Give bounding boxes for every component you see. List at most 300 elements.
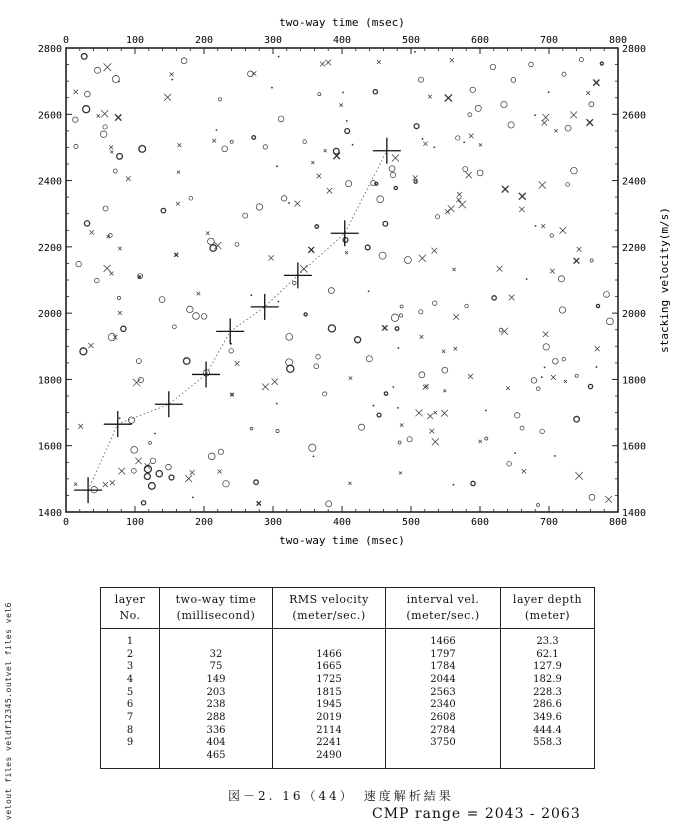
x-tick-label-bottom: 0 (62, 517, 70, 528)
semblance-circle (112, 76, 119, 83)
semblance-circle (537, 503, 540, 506)
semblance-dot (276, 403, 278, 405)
semblance-circle (117, 153, 123, 159)
semblance-cross (177, 143, 181, 147)
semblance-circle (562, 72, 566, 76)
semblance-circle (80, 348, 87, 355)
semblance-circle (470, 87, 475, 92)
semblance-cross (212, 139, 216, 143)
semblance-dot (554, 455, 556, 457)
semblance-circle (235, 242, 239, 246)
x-tick-label-bottom: 100 (125, 517, 145, 528)
semblance-cross (457, 192, 462, 197)
semblance-circle (492, 296, 496, 300)
semblance-circle (463, 167, 468, 172)
axis-ticks (38, 35, 646, 528)
semblance-cross (206, 231, 210, 235)
velocity-pick-cross (192, 361, 220, 387)
x-tick-label-bottom: 500 (401, 517, 421, 528)
semblance-circle (419, 310, 423, 314)
semblance-dot (526, 278, 528, 280)
semblance-circle (404, 257, 411, 264)
semblance-dot (514, 452, 516, 454)
table-row: 5 203 1815 2563 228.3 (101, 686, 595, 699)
semblance-cross (133, 379, 140, 386)
semblance-cross (104, 63, 112, 71)
semblance-circle (543, 344, 549, 350)
semblance-cross (197, 292, 201, 296)
semblance-cross (539, 182, 546, 189)
semblance-cross (110, 271, 114, 275)
semblance-cross (445, 209, 450, 214)
side-file-label: velout files veldf12345.outvel files vel6 (4, 602, 13, 820)
semblance-circle (103, 125, 107, 129)
semblance-cross (74, 483, 77, 486)
semblance-cross (320, 62, 325, 67)
semblance-circle (596, 304, 599, 307)
semblance-cross (479, 143, 482, 146)
semblance-cross (115, 114, 121, 120)
semblance-circle (208, 238, 215, 245)
semblance-circle (121, 326, 126, 331)
semblance-circle (292, 281, 296, 285)
semblance-cross (497, 266, 503, 272)
semblance-cross (468, 374, 473, 379)
semblance-circle (456, 136, 460, 140)
semblance-cross (257, 501, 261, 505)
semblance-circle (149, 441, 152, 444)
y-tick-label-left: 1800 (37, 375, 62, 387)
semblance-dot (154, 433, 156, 435)
x-tick-label-top: 700 (539, 35, 559, 46)
semblance-dot (485, 410, 487, 412)
semblance-circle (83, 106, 90, 113)
semblance-dot (368, 290, 370, 292)
semblance-circle (323, 392, 327, 396)
semblance-cross (509, 295, 515, 301)
semblance-cross (442, 350, 445, 353)
semblance-circle (465, 304, 469, 308)
semblance-circle (149, 483, 156, 490)
semblance-dot (535, 225, 537, 227)
semblance-circle (132, 468, 137, 473)
velocity-pick-cross (284, 262, 312, 288)
x-tick-label-bottom: 800 (608, 517, 628, 528)
cmp-range-label: CMP range = 2043 - 2063 (372, 806, 581, 822)
semblance-circle (282, 196, 287, 201)
semblance-circle (468, 113, 472, 117)
semblance-circle (475, 105, 481, 111)
semblance-dot (192, 496, 194, 498)
semblance-circle (566, 183, 570, 187)
semblance-cross (327, 188, 333, 194)
semblance-cross (425, 384, 429, 388)
semblance-circle (73, 117, 78, 122)
semblance-cross (441, 410, 448, 417)
semblance-circle (218, 98, 221, 101)
semblance-circle (604, 292, 610, 298)
x-tick-label-top: 300 (263, 35, 283, 46)
semblance-cross (235, 361, 240, 366)
semblance-cross (522, 469, 526, 473)
semblance-circle (113, 169, 117, 173)
semblance-circle (326, 501, 332, 507)
semblance-cross (118, 468, 125, 475)
semblance-markers (73, 51, 614, 507)
y-tick-label-left: 2000 (37, 309, 62, 321)
semblance-circle (314, 364, 319, 369)
semblance-circle (511, 78, 516, 83)
semblance-cross (88, 343, 93, 348)
y-tick-label-right: 2000 (622, 309, 647, 321)
semblance-cross (519, 207, 524, 212)
semblance-dot (346, 120, 348, 122)
semblance-circle (559, 307, 565, 313)
semblance-circle (419, 372, 425, 378)
semblance-circle (553, 358, 559, 364)
semblance-circle (243, 213, 248, 218)
x-tick-label-top: 0 (62, 35, 70, 46)
semblance-circle (187, 306, 193, 312)
semblance-circle (85, 91, 91, 97)
semblance-cross (542, 120, 547, 125)
semblance-cross (570, 112, 577, 119)
semblance-circle (263, 145, 267, 149)
semblance-circle (398, 441, 401, 444)
semblance-circle (318, 93, 321, 96)
semblance-dot (596, 366, 598, 368)
semblance-circle (588, 384, 592, 388)
semblance-cross (543, 332, 548, 337)
semblance-cross (586, 91, 590, 95)
semblance-dot (313, 455, 315, 457)
semblance-cross (126, 176, 131, 181)
semblance-circle (76, 261, 82, 267)
semblance-cross (564, 380, 567, 383)
velocity-pick-cross (155, 391, 183, 417)
semblance-cross (443, 389, 446, 392)
y-tick-label-left: 2600 (37, 110, 62, 122)
header-layer: layer No. (101, 588, 160, 629)
semblance-cross (445, 94, 452, 101)
semblance-cross (452, 268, 455, 271)
semblance-circle (252, 136, 256, 140)
semblance-cross (317, 174, 322, 179)
semblance-cross (73, 89, 78, 94)
y-tick-label-right: 2600 (622, 110, 647, 122)
table-row: 3 75 1665 1784 127.9 (101, 660, 595, 673)
velocity-pick-cross (373, 138, 401, 164)
semblance-cross (587, 119, 594, 126)
semblance-circle (230, 140, 233, 143)
semblance-circle (540, 429, 545, 434)
semblance-circle (571, 167, 578, 174)
table-row: 6 238 1945 2340 286.6 (101, 698, 595, 711)
semblance-circle (223, 481, 229, 487)
semblance-cross (450, 58, 454, 62)
semblance-circle (606, 318, 613, 325)
semblance-circle (589, 102, 594, 107)
y-tick-label-left: 1600 (37, 441, 62, 453)
x-tick-label-bottom: 200 (194, 517, 214, 528)
semblance-cross (218, 470, 222, 474)
semblance-cross (431, 248, 437, 254)
velocity-pick-cross (331, 220, 359, 246)
semblance-cross (479, 440, 482, 443)
x-tick-label-bottom: 700 (539, 517, 559, 528)
semblance-cross (176, 202, 180, 206)
semblance-circle (309, 444, 316, 451)
semblance-circle (432, 301, 437, 306)
semblance-circle (139, 146, 146, 153)
semblance-circle (278, 116, 284, 122)
y-tick-label-left: 2200 (37, 242, 62, 254)
semblance-dot (453, 484, 455, 486)
semblance-circle (377, 413, 381, 417)
semblance-circle (84, 221, 89, 226)
semblance-cross (294, 201, 300, 207)
semblance-cross (324, 149, 327, 152)
semblance-cross (432, 438, 439, 445)
semblance-cross (103, 482, 108, 487)
semblance-cross (164, 94, 171, 101)
semblance-circle (74, 144, 78, 148)
semblance-circle (254, 480, 259, 485)
semblance-circle (316, 354, 321, 359)
semblance-cross (382, 325, 387, 330)
semblance-circle (159, 297, 165, 303)
semblance-cross (420, 335, 424, 339)
semblance-cross (252, 71, 256, 75)
semblance-circle (222, 146, 228, 152)
semblance-circle (172, 325, 176, 329)
y-axis-title: stacking velocity(m/s) (658, 207, 671, 353)
semblance-circle (218, 449, 223, 454)
semblance-circle (181, 58, 187, 64)
semblance-circle (189, 196, 193, 200)
semblance-circle (287, 365, 294, 372)
semblance-circle (390, 172, 395, 177)
semblance-circle (161, 208, 166, 213)
semblance-circle (81, 54, 87, 60)
semblance-cross (551, 375, 556, 380)
semblance-circle (328, 325, 335, 332)
y-tick-label-left: 2400 (37, 176, 62, 188)
semblance-dot (342, 92, 344, 94)
semblance-circle (600, 62, 603, 65)
semblance-circle (103, 206, 108, 211)
semblance-circle (383, 221, 388, 226)
table-row: 465 2490 (101, 749, 595, 768)
semblance-dot (397, 347, 399, 349)
y-tick-label-right: 1600 (622, 441, 647, 453)
semblance-circle (346, 181, 352, 187)
semblance-cross (428, 95, 432, 99)
pick-trend-line (88, 151, 387, 490)
semblance-circle (193, 313, 200, 320)
semblance-circle (562, 357, 566, 361)
x-tick-label-top: 400 (332, 35, 352, 46)
semblance-cross (453, 314, 459, 320)
semblance-circle (156, 471, 162, 477)
semblance-cross (415, 409, 422, 416)
semblance-cross (454, 347, 458, 351)
semblance-cross (190, 470, 195, 475)
semblance-circle (166, 464, 172, 470)
semblance-dot (276, 165, 278, 167)
semblance-cross (519, 193, 526, 200)
semblance-circle (536, 387, 540, 391)
semblance-dot (277, 301, 279, 303)
semblance-cross (177, 171, 180, 174)
semblance-circle (131, 446, 138, 453)
semblance-cross (419, 255, 426, 262)
semblance-circle (590, 259, 593, 262)
table-row: 2 32 1466 1797 62.1 (101, 648, 595, 661)
semblance-circle (391, 314, 398, 321)
semblance-circle (276, 429, 279, 432)
semblance-cross (109, 145, 113, 149)
x-tick-label-bottom: 600 (470, 517, 490, 528)
header-depth: layer depth (meter) (501, 588, 595, 629)
semblance-circle (515, 413, 520, 418)
semblance-cross (377, 60, 381, 64)
semblance-circle (128, 417, 134, 423)
semblance-circle (485, 437, 488, 440)
semblance-circle (574, 416, 580, 422)
semblance-cross (118, 311, 122, 315)
y-tick-label-right: 2800 (622, 44, 647, 55)
semblance-cross (506, 386, 510, 390)
semblance-cross (542, 114, 549, 121)
semblance-cross (541, 224, 545, 228)
semblance-cross (448, 205, 455, 212)
semblance-cross (268, 255, 273, 260)
semblance-cross (593, 79, 599, 85)
semblance-circle (508, 122, 514, 128)
semblance-cross (89, 230, 94, 235)
x-tick-label-top: 800 (608, 35, 628, 46)
semblance-circle (169, 475, 174, 480)
x-tick-label-bottom: 300 (263, 517, 283, 528)
semblance-cross (170, 72, 174, 76)
semblance-circle (418, 77, 423, 82)
semblance-cross (458, 201, 465, 208)
y-tick-label-right: 2400 (622, 176, 647, 188)
semblance-dot (352, 144, 354, 146)
semblance-circle (442, 367, 448, 373)
semblance-circle (435, 215, 439, 219)
velocity-pick-cross (251, 294, 279, 320)
semblance-cross (400, 423, 403, 426)
semblance-cross (185, 475, 192, 482)
semblance-circle (558, 276, 564, 282)
x-tick-label-top: 500 (401, 35, 421, 46)
table-row: 4 149 1725 2044 182.9 (101, 673, 595, 686)
semblance-circle (589, 494, 595, 500)
semblance-cross (577, 247, 582, 252)
semblance-circle (490, 64, 495, 69)
semblance-dot (463, 141, 465, 143)
semblance-circle (414, 180, 417, 183)
header-interval: interval vel. (meter/sec.) (386, 588, 501, 629)
semblance-cross (392, 154, 399, 161)
semblance-cross (429, 429, 434, 434)
semblance-circle (575, 374, 578, 377)
semblance-cross (135, 458, 141, 464)
semblance-circle (183, 358, 190, 365)
figure-caption: 図－2. 16（44） 速度解析結果 (228, 789, 454, 803)
semblance-cross (502, 186, 509, 193)
semblance-dot (373, 405, 375, 407)
semblance-cross (434, 411, 437, 414)
semblance-circle (345, 129, 350, 134)
semblance-dot (119, 417, 121, 419)
table-row: 1 1466 23.3 (101, 629, 595, 648)
velocity-picks (74, 138, 401, 503)
semblance-circle (365, 245, 370, 250)
semblance-cross (595, 346, 600, 351)
table-row: 9 404 2241 3750 558.3 (101, 737, 595, 750)
x-axis-title-top: two-way time (msec) (279, 16, 405, 29)
semblance-circle (117, 296, 120, 299)
semblance-dot (534, 114, 536, 116)
semblance-cross (427, 413, 433, 419)
semblance-dot (288, 202, 290, 204)
semblance-cross (174, 253, 178, 257)
velocity-pick-cross (104, 411, 132, 437)
semblance-circle (201, 314, 207, 320)
semblance-circle (394, 186, 397, 189)
semblance-dot (392, 386, 394, 388)
semblance-circle (229, 349, 233, 353)
semblance-circle (389, 166, 395, 172)
semblance-cross (349, 376, 352, 379)
semblance-cross (97, 114, 100, 117)
semblance-circle (359, 424, 365, 430)
semblance-circle (141, 501, 145, 505)
semblance-circle (407, 437, 412, 442)
semblance-circle (399, 314, 402, 317)
semblance-dot (414, 51, 416, 53)
x-tick-label-bottom: 400 (332, 517, 352, 528)
semblance-cross (311, 161, 314, 164)
semblance-circle (303, 140, 307, 144)
semblance-circle (531, 378, 537, 384)
semblance-cross (262, 383, 269, 390)
semblance-circle (501, 101, 507, 107)
semblance-circle (250, 427, 253, 430)
semblance-cross (550, 269, 555, 274)
semblance-circle (499, 328, 503, 332)
semblance-circle (565, 125, 571, 131)
semblance-dot (271, 87, 273, 89)
semblance-circle (355, 337, 361, 343)
semblance-cross (348, 482, 351, 485)
semblance-dot (548, 91, 550, 93)
semblance-cross (456, 197, 461, 202)
y-tick-label-right: 2200 (622, 242, 647, 254)
semblance-circle (208, 453, 215, 460)
semblance-dot (250, 294, 252, 296)
semblance-cross (559, 227, 566, 234)
velocity-pick-cross (74, 477, 102, 503)
semblance-dot (171, 79, 173, 81)
semblance-circle (507, 461, 512, 466)
semblance-circle (366, 356, 372, 362)
x-tick-label-top: 600 (470, 35, 490, 46)
table-header-row (101, 588, 595, 629)
